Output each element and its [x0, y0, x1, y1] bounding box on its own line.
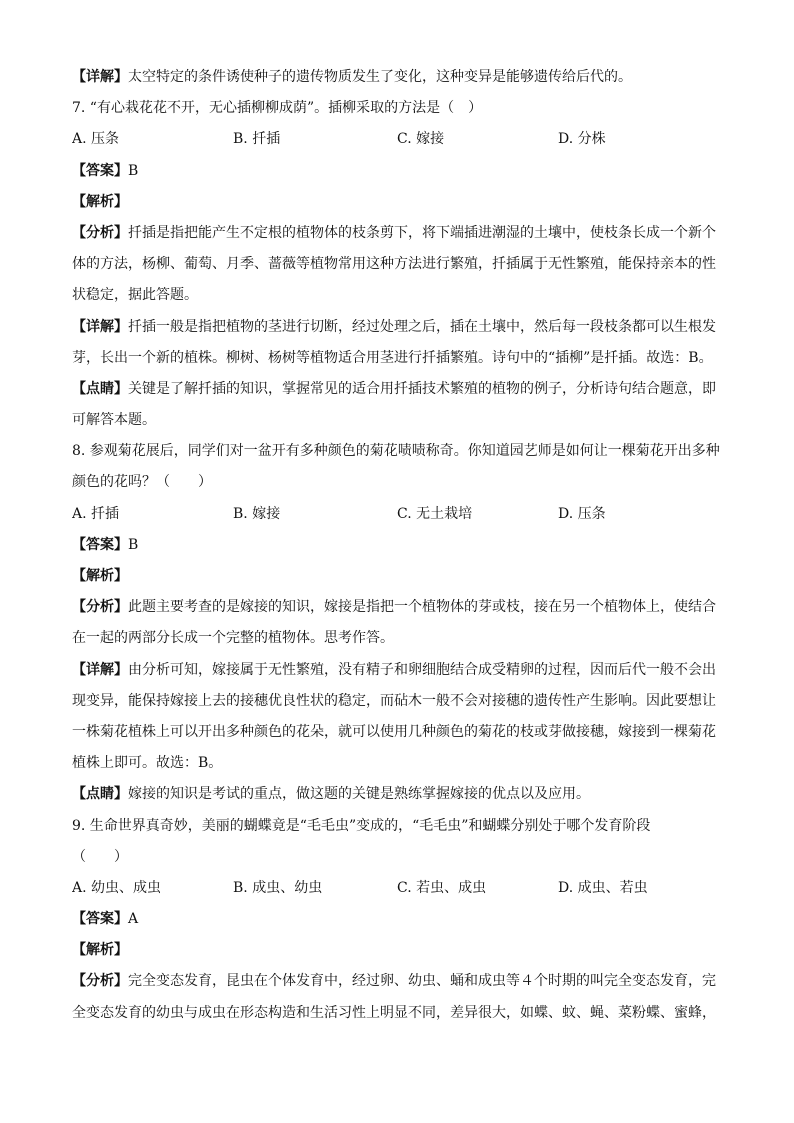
q9-answer: [72, 904, 732, 935]
q8-detail-line: [72, 655, 732, 686]
q7-detail-line: [72, 312, 732, 343]
q8-answer: [72, 530, 732, 561]
option-d: D. 成虫、若虫: [558, 879, 648, 896]
q7-analysis-line: [72, 218, 732, 249]
option-d: D. 分株: [558, 131, 606, 148]
q9-stem-line: 9. 生命世界真奇妙，美丽的蝴蝶竟是“毛毛虫”变成的，“毛毛虫”和蝴蝶分别处于哪个发育阶段: [72, 817, 651, 834]
q8-detail-line: 植株上即可。故选：B。: [72, 755, 223, 772]
analysis-tag: 【分析】: [72, 224, 128, 241]
option-a: A. 扦插: [72, 505, 120, 522]
detail-text: 扦插一般是指把植物的茎进行切断，经过处理之后，插在土壤中，然后每一段枝条都可以生根发: [128, 318, 716, 335]
detail-text: 由分析可知，嫁接属于无性繁殖，没有精子和卵细胞结合成受精卵的过程，因而后代一般不会出: [128, 661, 716, 678]
q8-comment-line: [72, 779, 732, 810]
q8-jiexi: 【解析】: [72, 568, 128, 584]
q7-analysis-line: 体的方法，杨柳、葡萄、月季、蔷薇等植物常用这种方法进行繁殖，扦插属于无性繁殖，能保持亲本的性: [72, 256, 716, 273]
q7-stem: 7. “有心栽花花不开，无心插柳柳成荫”。插柳采取的方法是（ ）: [72, 100, 483, 117]
detail-text: 太空特定的条件诱使种子的遗传物质发生了变化，这种变异是能够遗传给后代的。: [128, 69, 632, 85]
option-c: C. 无土栽培: [397, 505, 473, 522]
q8-detail-line: 一株菊花植株上可以开出多种颜色的花朵，就可以使用几种颜色的菊花的枝或芽做接穗，嫁接到一棵菊花: [72, 723, 716, 740]
q6-detail: [72, 62, 732, 93]
answer-value: B: [128, 536, 139, 553]
answer-value: B: [128, 162, 139, 179]
q7-analysis-line: 状稳定，据此答题。: [72, 287, 198, 304]
option-d: D. 压条: [558, 505, 606, 522]
detail-tag: 【详解】: [72, 69, 128, 85]
q8-analysis-line: 在一起的两部分长成一个完整的植物体。思考作答。: [72, 630, 394, 647]
option-b: B. 扦插: [233, 131, 281, 148]
option-c: C. 若虫、成虫: [397, 879, 487, 896]
q8-detail-line: 现变异，能保持嫁接上去的接穗优良性状的稳定，而砧木一般不会对接穗的遗传性产生影响。因此要想让: [72, 692, 716, 709]
q8-stem-line: 8. 参观菊花展后，同学们对一盆开有多种颜色的菊花啧啧称奇。你知道园艺师是如何让一棵菊花开出多种: [72, 443, 720, 460]
q9-analysis-line: [72, 966, 732, 997]
comment-tag: 【点睛】: [72, 786, 128, 803]
answer-tag: 【答案】: [72, 536, 128, 553]
q9-jiexi: 【解析】: [72, 942, 128, 959]
q7-detail-line: 芽，长出一个新的植株。柳树、杨树等植物适合用茎进行扦插繁殖。诗句中的“插柳”是扦插。故选：B。: [72, 349, 713, 366]
analysis-tag: 【分析】: [72, 599, 128, 616]
comment-text: 嫁接的知识是考试的重点，做这题的关键是熟练掌握嫁接的优点以及应用。: [128, 786, 590, 803]
option-b: B. 嫁接: [233, 505, 281, 522]
detail-tag: 【详解】: [72, 661, 128, 678]
detail-tag: 【详解】: [72, 318, 128, 335]
option-b: B. 成虫、幼虫: [233, 879, 323, 896]
option-a: A. 幼虫、成虫: [72, 879, 162, 896]
analysis-text: 完全变态发育，昆虫在个体发育中，经过卵、幼虫、蛹和成虫等４个时期的叫完全变态发育，完: [128, 973, 716, 990]
q8-options: [72, 499, 732, 530]
option-c: C. 嫁接: [397, 131, 445, 148]
q7-comment-line: 可解答本题。: [72, 412, 156, 429]
option-a: A. 压条: [72, 131, 120, 148]
q7-comment-line: [72, 374, 732, 405]
analysis-tag: 【分析】: [72, 973, 128, 990]
answer-tag: 【答案】: [72, 162, 128, 179]
q9-stem-line: （ ）: [72, 848, 128, 865]
analysis-text: 此题主要考查的是嫁接的知识，嫁接是指把一个植物体的芽或枝，接在另一个植物体上，使结合: [128, 599, 716, 616]
answer-tag: 【答案】: [72, 911, 128, 928]
q9-analysis-line: 全变态发育的幼虫与成虫在形态构造和生活习性上明显不同，差异很大，如蝶、蚊、蝇、菜粉蝶、蜜蜂，: [72, 1004, 716, 1021]
comment-text: 关键是了解扦插的知识，掌握常见的适合用扦插技术繁殖的植物的例子，分析诗句结合题意，即: [128, 380, 716, 397]
q7-jiexi: 【解析】: [72, 193, 128, 210]
q8-analysis-line: [72, 592, 732, 623]
q9-options: [72, 873, 732, 904]
answer-value: A: [128, 911, 139, 928]
q7-answer: [72, 156, 732, 187]
exam-page: [72, 62, 732, 1029]
q7-options: [72, 124, 732, 155]
analysis-text: 扦插是指把能产生不定根的植物体的枝条剪下，将下端插进潮湿的土壤中，使枝条长成一个新个: [128, 224, 716, 241]
q8-stem-line: 颜色的花吗？（ ）: [72, 474, 212, 491]
comment-tag: 【点睛】: [72, 380, 128, 397]
